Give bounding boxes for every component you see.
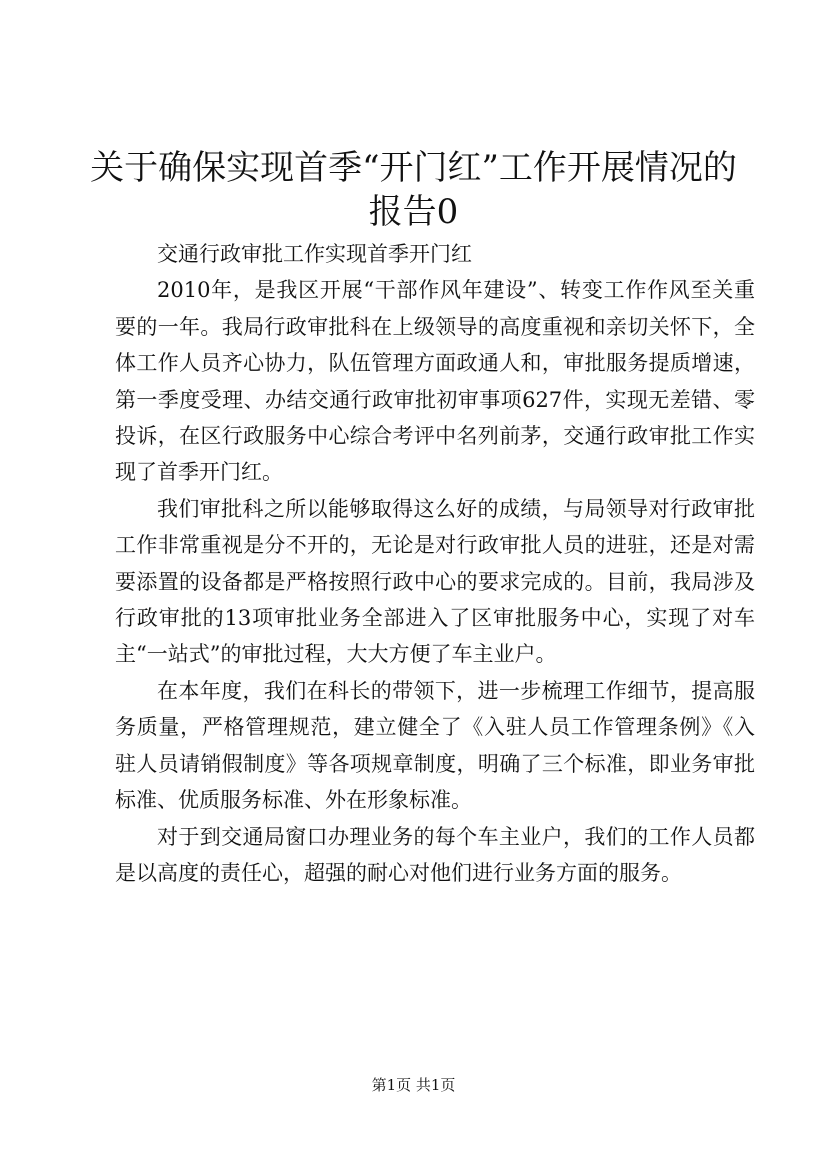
paragraph-4: 对于到交通局窗口办理业务的每个车主业户，我们的工作人员都是以高度的责任心，超强的耐心对他们进行业务方面的服务。 [115, 824, 755, 885]
paragraph-1: 2010年，是我区开展“干部作风年建设”、转变工作作风至关重要的一年。我局行政审批科在上级领导的高度重视和亲切关怀下，全体工作人员齐心协力，队伍管理方面政通人和，审批服务提质增速，第一季度受理、办结交通行政审批初审事项627件，实现无差错、零投诉，在区行政服务中心综合考评中名列前茅，交通行政审批工作实现了首季开门红。 [115, 278, 755, 485]
subheading: 交通行政审批工作实现首季开门红 [157, 242, 472, 266]
paragraph-3: 在本年度，我们在科长的带领下，进一步梳理工作细节，提高服务质量，严格管理规范，建立健全了《入驻人员工作管理条例》《入驻人员请销假制度》等各项规章制度，明确了三个标准，即业务审批标准、优质服务标准、外在形象标准。 [115, 678, 755, 813]
document-body [115, 236, 755, 891]
title-line-1: 关于确保实现首季“开门红”工作开展情况的 [90, 148, 737, 188]
page-footer: 第1页 共1页 [371, 1076, 456, 1094]
title-line-2: 报告0 [368, 192, 459, 232]
document-title [70, 146, 757, 234]
paragraph-2: 我们审批科之所以能够取得这么好的成绩，与局领导对行政审批工作非常重视是分不开的，无论是对行政审批人员的进驻，还是对需要添置的设备都是严格按照行政中心的要求完成的。目前，我局涉及行政审批的13项审批业务全部进入了区审批服务中心，实现了对车主“一站式”的审批过程，大大方便了车主业户。 [115, 496, 755, 667]
